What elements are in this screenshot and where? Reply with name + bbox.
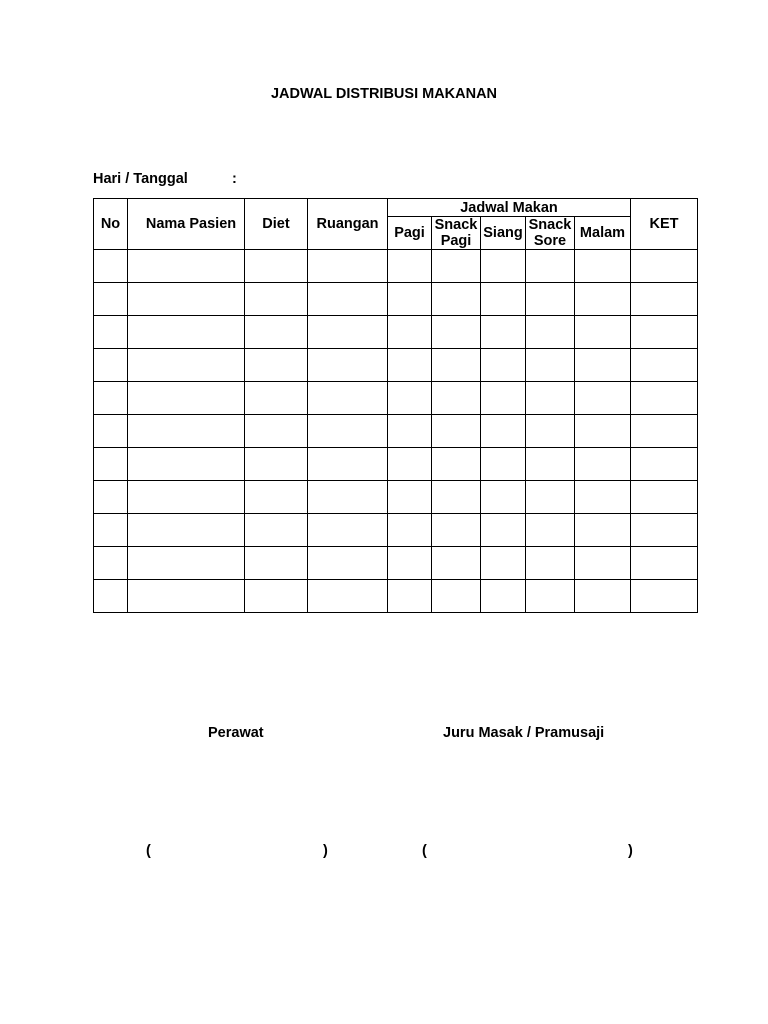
- table-row: [94, 349, 698, 382]
- table-cell: [245, 250, 308, 283]
- table-cell: [526, 514, 575, 547]
- table-cell: [631, 250, 698, 283]
- signature-open-paren-left: (: [146, 843, 151, 859]
- table-cell: [481, 283, 526, 316]
- meal-label-line1: Snack: [528, 217, 572, 233]
- table-cell: [245, 448, 308, 481]
- table-cell: [432, 415, 481, 448]
- header-row: [94, 199, 698, 217]
- table-cell: [128, 283, 245, 316]
- table-cell: [481, 481, 526, 514]
- table-row: [94, 481, 698, 514]
- table-cell: [94, 481, 128, 514]
- table-cell: [308, 580, 388, 613]
- signature-close-paren-right: ): [628, 843, 633, 859]
- table-cell: [575, 580, 631, 613]
- table-cell: [308, 415, 388, 448]
- table-cell: [432, 283, 481, 316]
- table-cell: [94, 415, 128, 448]
- table-cell: [432, 316, 481, 349]
- table-cell: [481, 316, 526, 349]
- table-cell: [245, 283, 308, 316]
- header-meal-4: [575, 217, 631, 250]
- table-cell: [575, 349, 631, 382]
- date-colon: :: [232, 171, 237, 187]
- table-cell: [245, 514, 308, 547]
- meal-label-line1: Malam: [579, 225, 626, 241]
- table-cell: [631, 547, 698, 580]
- table-cell: [388, 316, 432, 349]
- table-cell: [575, 481, 631, 514]
- table-cell: [128, 514, 245, 547]
- signature-label-juru-masak: Juru Masak / Pramusaji: [443, 725, 605, 741]
- header-meal-1: [432, 217, 481, 250]
- table-cell: [526, 415, 575, 448]
- table-cell: [432, 448, 481, 481]
- table-cell: [388, 250, 432, 283]
- meal-label-line2: Pagi: [440, 233, 472, 249]
- table-cell: [526, 448, 575, 481]
- table-row: [94, 448, 698, 481]
- table-cell: [526, 349, 575, 382]
- table-cell: [388, 382, 432, 415]
- meal-label-line1: Snack: [434, 217, 478, 233]
- table-cell: [631, 448, 698, 481]
- table-cell: [388, 580, 432, 613]
- table-cell: [308, 349, 388, 382]
- table-cell: [388, 349, 432, 382]
- table-cell: [432, 580, 481, 613]
- table-cell: [631, 580, 698, 613]
- table-row: [94, 316, 698, 349]
- table-cell: [631, 514, 698, 547]
- header-jadwal-makan: Jadwal Makan: [388, 199, 631, 217]
- meal-label-line2: Sore: [533, 233, 567, 249]
- header-meal-0: [388, 217, 432, 250]
- table-cell: [526, 250, 575, 283]
- table-cell: [308, 547, 388, 580]
- table-cell: [128, 316, 245, 349]
- table-cell: [245, 481, 308, 514]
- signature-label-perawat: Perawat: [208, 725, 264, 741]
- table-cell: [575, 283, 631, 316]
- table-cell: [481, 580, 526, 613]
- table-row: [94, 250, 698, 283]
- table-cell: [308, 514, 388, 547]
- table-cell: [94, 382, 128, 415]
- table-cell: [526, 481, 575, 514]
- table-cell: [575, 250, 631, 283]
- table-cell: [94, 349, 128, 382]
- table-cell: [481, 382, 526, 415]
- page-title: JADWAL DISTRIBUSI MAKANAN: [270, 86, 498, 102]
- table-cell: [308, 250, 388, 283]
- table-cell: [575, 514, 631, 547]
- table-cell: [245, 580, 308, 613]
- table-cell: [526, 547, 575, 580]
- table-cell: [432, 481, 481, 514]
- signature-close-paren-left: ): [323, 843, 328, 859]
- table-cell: [128, 382, 245, 415]
- table-cell: [388, 481, 432, 514]
- table-cell: [245, 316, 308, 349]
- table-cell: [245, 349, 308, 382]
- header-diet: Diet: [245, 199, 308, 250]
- table-cell: [388, 283, 432, 316]
- table-cell: [481, 250, 526, 283]
- table-cell: [631, 349, 698, 382]
- table-cell: [128, 580, 245, 613]
- date-label: Hari / Tanggal: [93, 171, 188, 187]
- table-cell: [631, 415, 698, 448]
- table-cell: [128, 349, 245, 382]
- table-cell: [575, 316, 631, 349]
- table-cell: [575, 415, 631, 448]
- header-meal-2: [481, 217, 526, 250]
- table-row: [94, 415, 698, 448]
- meal-label-line1: Siang: [483, 225, 523, 241]
- table-cell: [432, 514, 481, 547]
- table-cell: [308, 481, 388, 514]
- table-cell: [432, 547, 481, 580]
- table-cell: [94, 547, 128, 580]
- table-cell: [128, 481, 245, 514]
- table-cell: [308, 448, 388, 481]
- table-cell: [631, 283, 698, 316]
- table-cell: [526, 382, 575, 415]
- table-cell: [481, 547, 526, 580]
- table-cell: [308, 382, 388, 415]
- table-cell: [128, 547, 245, 580]
- table-cell: [631, 382, 698, 415]
- table-cell: [481, 415, 526, 448]
- table-cell: [388, 514, 432, 547]
- table-cell: [481, 514, 526, 547]
- table-cell: [128, 415, 245, 448]
- table-cell: [128, 448, 245, 481]
- header-no: No: [94, 199, 128, 250]
- table-cell: [308, 283, 388, 316]
- table-row: [94, 382, 698, 415]
- header-ket: KET: [631, 199, 698, 250]
- table-cell: [432, 349, 481, 382]
- signature-open-paren-right: (: [422, 843, 427, 859]
- table-cell: [388, 415, 432, 448]
- table-cell: [575, 448, 631, 481]
- table-cell: [94, 250, 128, 283]
- header-meal-3: [526, 217, 575, 250]
- table-row: [94, 580, 698, 613]
- header-nama-pasien: Nama Pasien: [128, 199, 245, 250]
- header-ruangan: Ruangan: [308, 199, 388, 250]
- table-cell: [631, 316, 698, 349]
- table-cell: [94, 448, 128, 481]
- table-cell: [432, 250, 481, 283]
- table-cell: [94, 514, 128, 547]
- table-cell: [481, 349, 526, 382]
- table-cell: [526, 580, 575, 613]
- table-cell: [388, 547, 432, 580]
- distribution-table: [93, 198, 698, 613]
- table-cell: [94, 316, 128, 349]
- table-cell: [526, 316, 575, 349]
- table-cell: [245, 382, 308, 415]
- table-cell: [94, 580, 128, 613]
- date-field: [93, 171, 237, 187]
- table-cell: [245, 415, 308, 448]
- table-cell: [575, 382, 631, 415]
- table-cell: [631, 481, 698, 514]
- table-cell: [308, 316, 388, 349]
- table-cell: [432, 382, 481, 415]
- table-row: [94, 514, 698, 547]
- table-cell: [388, 448, 432, 481]
- table-cell: [575, 547, 631, 580]
- table-body: [94, 250, 698, 613]
- meal-label-line1: Pagi: [394, 225, 425, 241]
- table-cell: [526, 283, 575, 316]
- table-cell: [245, 547, 308, 580]
- table-row: [94, 283, 698, 316]
- table-row: [94, 547, 698, 580]
- table-cell: [128, 250, 245, 283]
- table-cell: [94, 283, 128, 316]
- table-cell: [481, 448, 526, 481]
